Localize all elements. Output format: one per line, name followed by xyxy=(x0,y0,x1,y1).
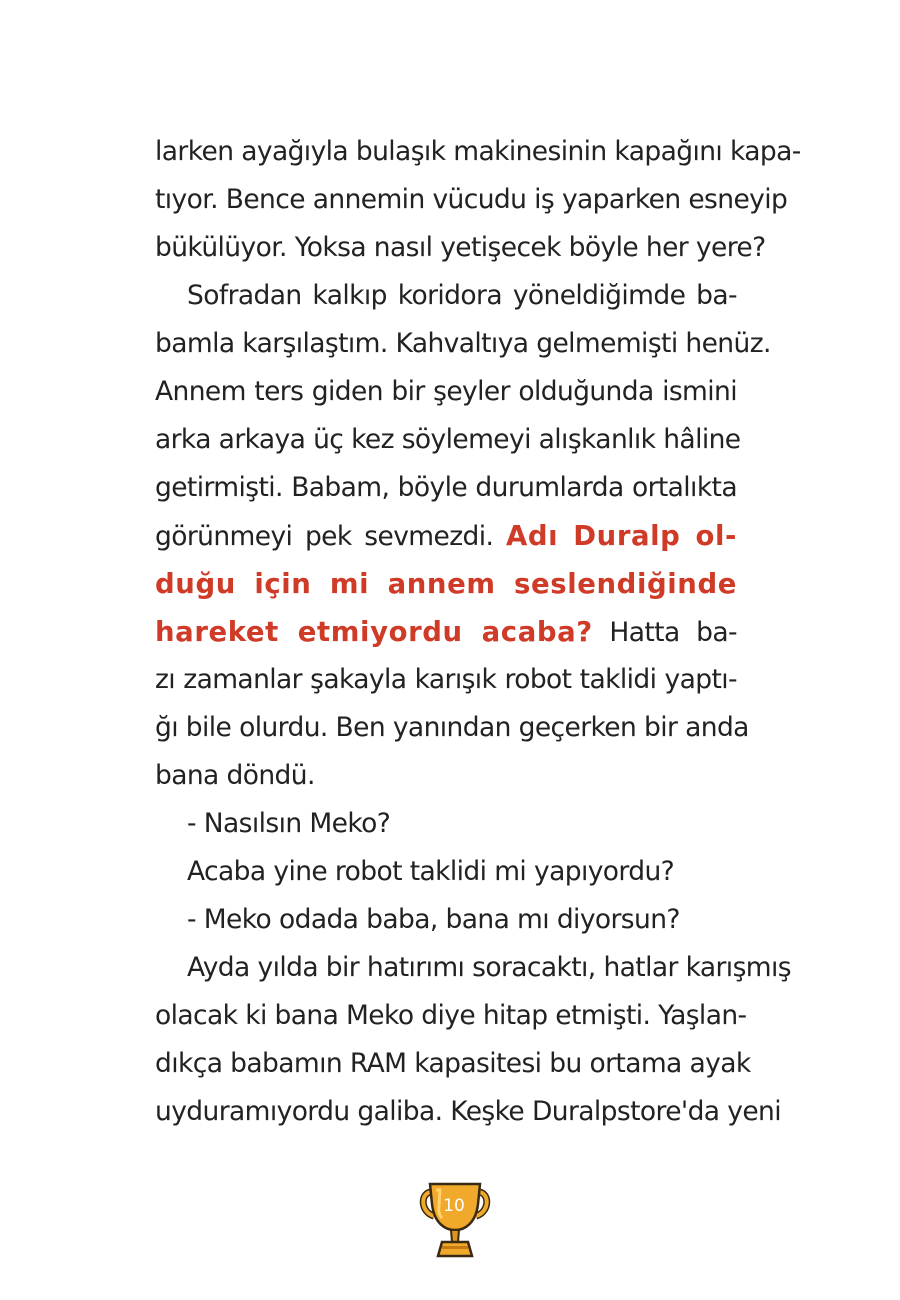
text-line: bükülüyor. Yoksa nasıl yetişecek böyle her yere? xyxy=(155,232,766,263)
text-line: uyduramıyordu galiba. Keşke Duralpstore'da yeni xyxy=(155,1096,782,1127)
text-line: getirmişti. Babam, böyle durumlarda ortalıkta xyxy=(155,472,737,503)
body-text xyxy=(155,128,801,1136)
text-line: Acaba yine robot taklidi mi yapıyordu? xyxy=(187,856,675,887)
text-line: Annem ters giden bir şeyler olduğunda ismini xyxy=(155,376,737,407)
text-line: tıyor. Bence annemin vücudu iş yaparken esneyip xyxy=(155,184,788,215)
trophy-icon xyxy=(418,1178,492,1264)
text-line: bana döndü. xyxy=(155,760,315,791)
text-line: Ayda yılda bir hatırımı soracaktı, hatlar karışmış xyxy=(187,952,791,983)
text-line: olacak ki bana Meko diye hitap etmişti. Yaşlan- xyxy=(155,1000,747,1031)
highlighted-text-line: duğu için mi annem seslendiğinde xyxy=(155,568,737,600)
text-line: ğı bile olurdu. Ben yanından geçerken bir anda xyxy=(155,712,749,743)
plain-text: Hatta ba- xyxy=(609,617,737,648)
plain-text: görünmeyi pek sevmezdi. xyxy=(155,521,494,552)
text-line: larken ayağıyla bulaşık makinesinin kapağını kapa- xyxy=(155,136,801,167)
highlighted-text: Adı Duralp ol- xyxy=(506,520,737,552)
text-line: Sofradan kalkıp koridora yöneldiğimde ba- xyxy=(187,280,737,311)
page-number: 10 xyxy=(443,1196,465,1216)
text-line xyxy=(155,512,737,560)
text-line: dıkça babamın RAM kapasitesi bu ortama ayak xyxy=(155,1048,751,1079)
text-line: arka arkaya üç kez söylemeyi alışkanlık hâline xyxy=(155,424,741,455)
text-line xyxy=(155,608,737,656)
text-line: zı zamanlar şakayla karışık robot taklidi yaptı- xyxy=(155,664,737,695)
text-line: bamla karşılaştım. Kahvaltıya gelmemişti henüz. xyxy=(155,328,771,359)
highlighted-text: hareket etmiyordu acaba? xyxy=(155,616,593,648)
dialogue-line: - Meko odada baba, bana mı diyorsun? xyxy=(187,904,680,935)
dialogue-line: - Nasılsın Meko? xyxy=(187,808,391,839)
